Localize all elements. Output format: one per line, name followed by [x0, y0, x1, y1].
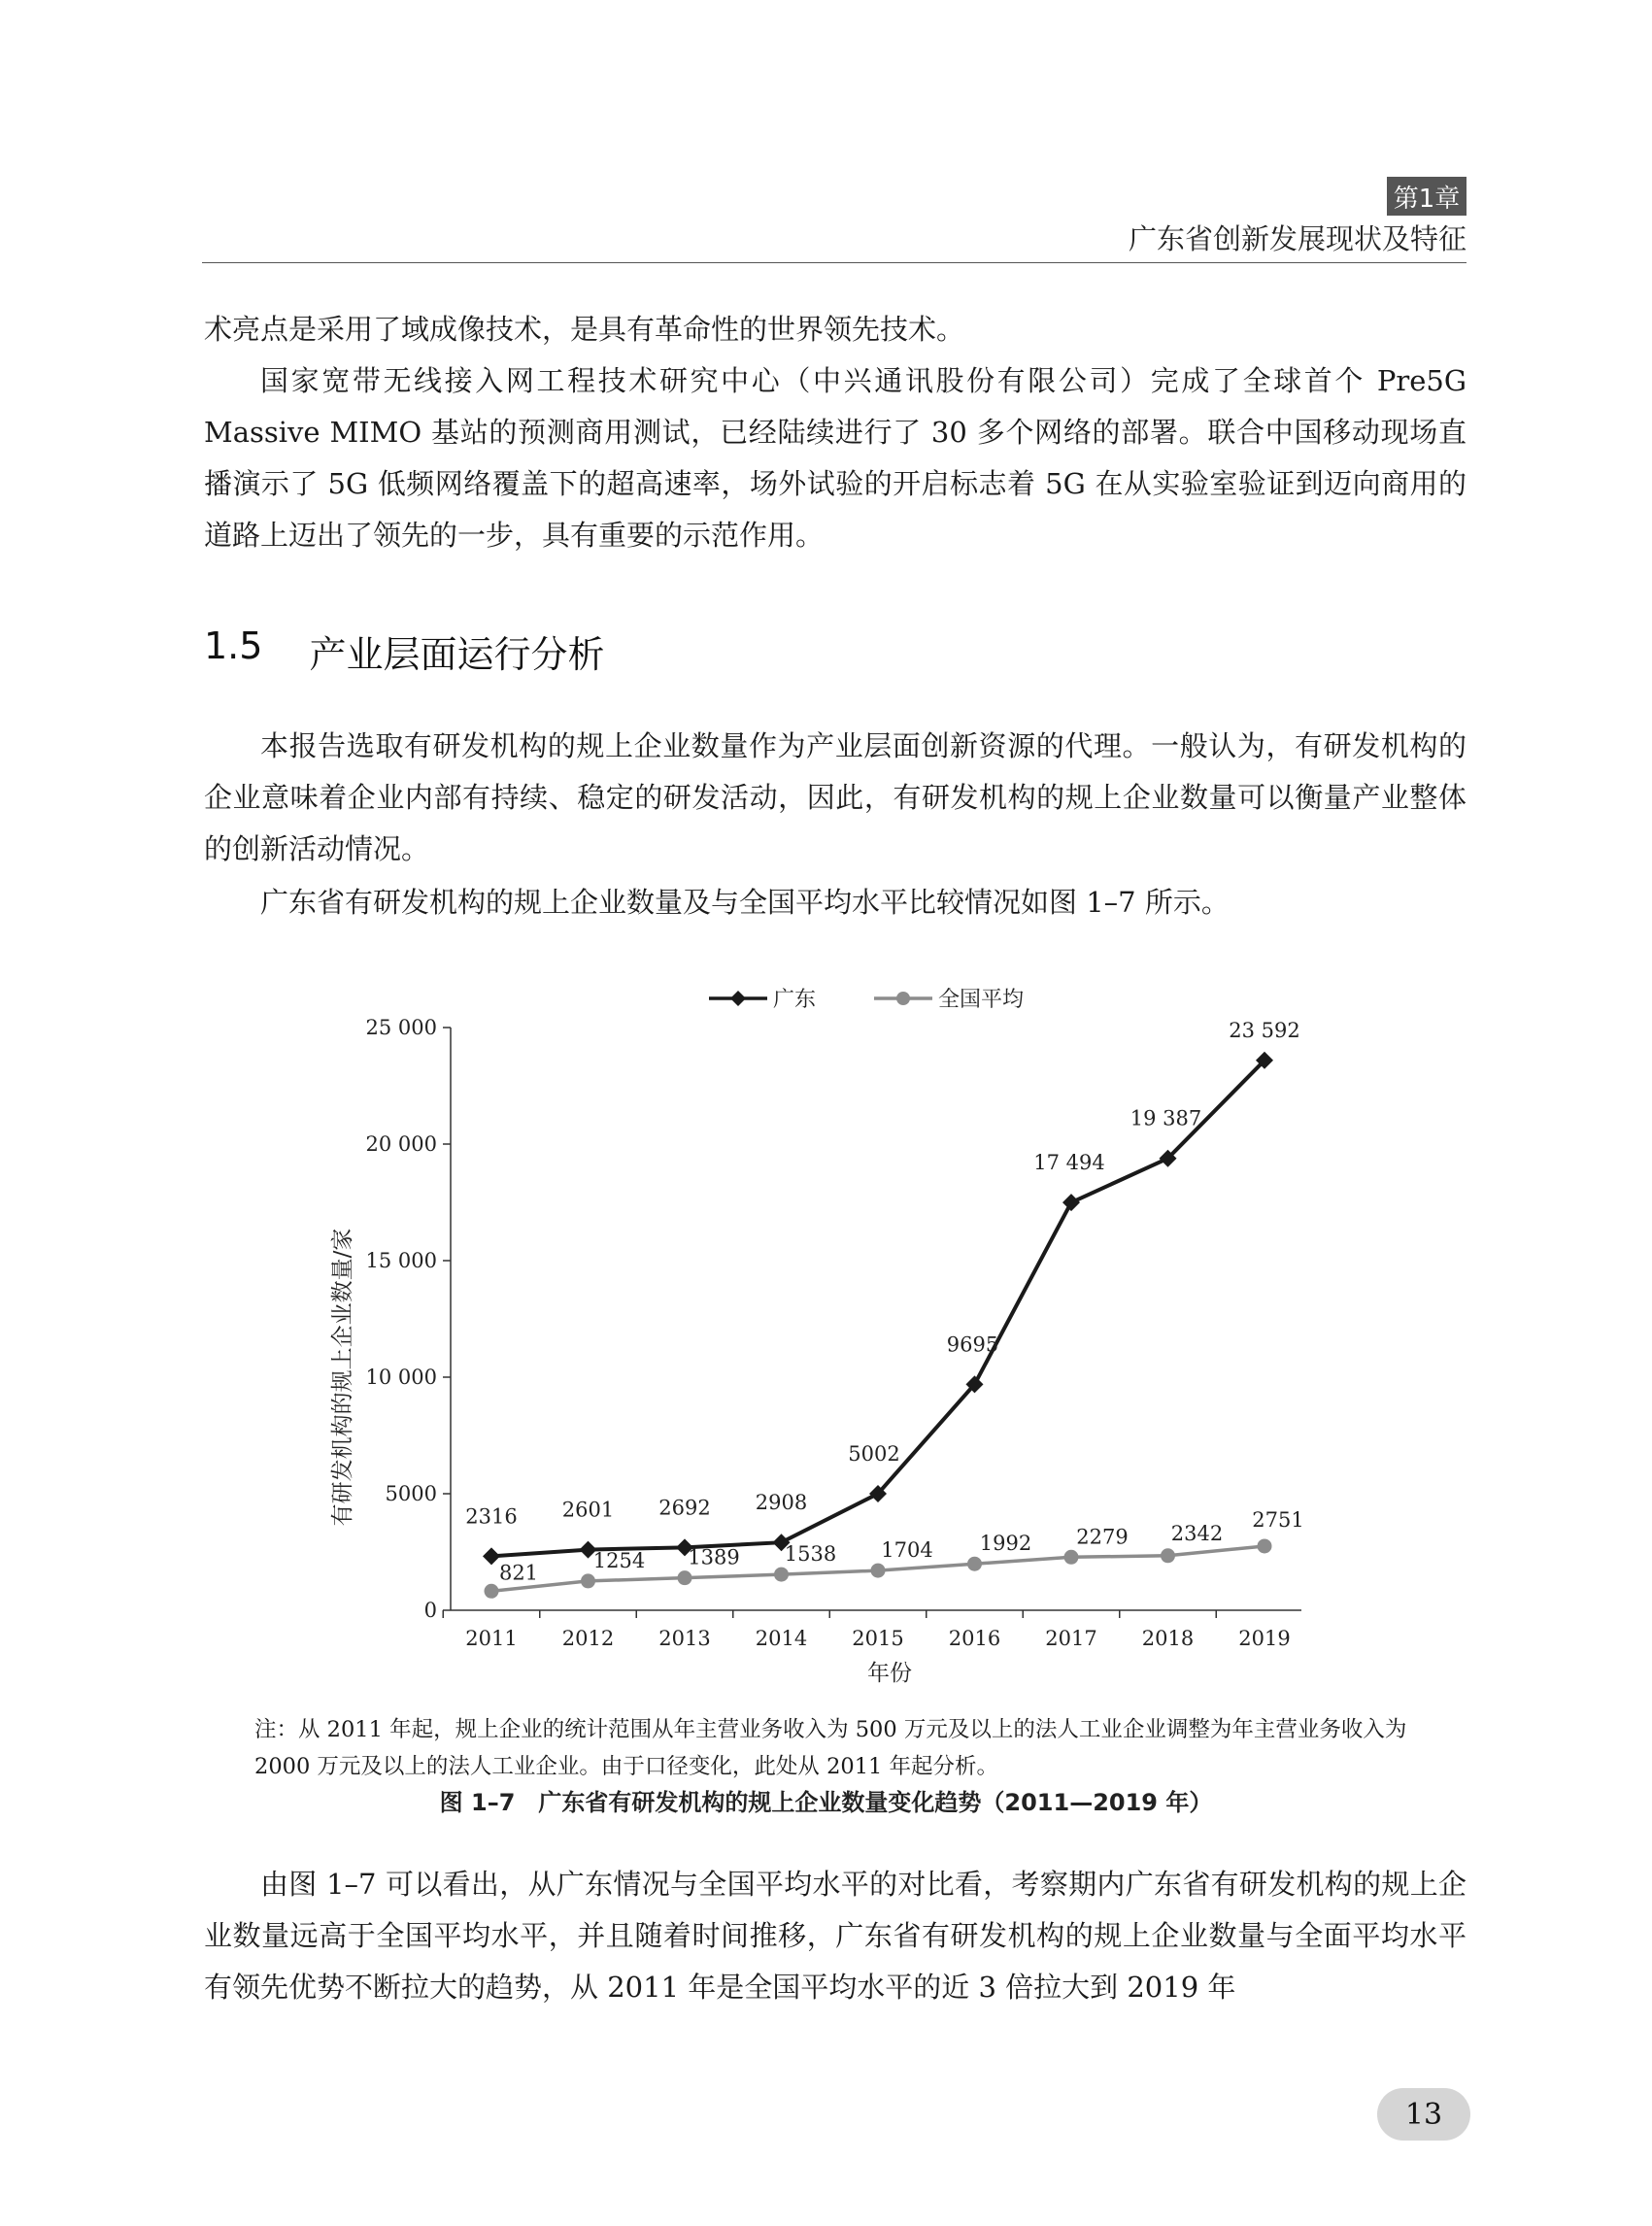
data-label: 1992 — [979, 1532, 1032, 1556]
data-point-national-average — [1258, 1538, 1272, 1553]
x-tick-label: 2013 — [658, 1627, 711, 1650]
legend-label: 广东 — [773, 988, 817, 1012]
data-label: 821 — [498, 1561, 539, 1585]
y-tick-label: 5000 — [385, 1482, 437, 1505]
data-label: 2751 — [1252, 1507, 1304, 1532]
paragraph-mid-2: 广东省有研发机构的规上企业数量及与全国平均水平比较情况如图 1–7 所示。 — [260, 886, 1230, 919]
data-label: 2316 — [465, 1504, 518, 1529]
y-tick-label: 25 000 — [365, 1016, 437, 1039]
data-label: 1538 — [784, 1542, 837, 1567]
section-number: 1.5 — [204, 624, 263, 667]
data-point-national-average — [678, 1570, 692, 1585]
legend-marker — [730, 991, 746, 1006]
data-point-national-average — [1064, 1550, 1079, 1565]
data-point-national-average — [871, 1564, 886, 1578]
data-point-national-average — [581, 1573, 595, 1588]
data-point-national-average — [1161, 1548, 1175, 1563]
line-chart-svg — [311, 981, 1340, 1700]
data-point-guangdong — [483, 1547, 500, 1565]
data-label: 2692 — [658, 1496, 711, 1520]
data-point-guangdong — [1062, 1194, 1080, 1211]
x-tick-label: 2011 — [465, 1627, 518, 1650]
y-axis-label: 有研发机构的规上企业数量/家 — [330, 1228, 355, 1527]
data-label: 1254 — [592, 1548, 646, 1572]
x-tick-label: 2012 — [561, 1627, 615, 1650]
figure-note: 注：从 2011 年起，规上企业的统计范围从年主营业务收入为 500 万元及以上的法人工业企业调整为年主营业务收入为 2000 万元及以上的法人工业企业。由于口径变化，此处从 2011 年起分析。 — [254, 1717, 1407, 1779]
x-tick-label: 2016 — [948, 1627, 1001, 1650]
data-point-national-average — [774, 1568, 789, 1582]
figure-caption: 图 1–7 广东省有研发机构的规上企业数量变化趋势（2011—2019 年） — [439, 1789, 1213, 1816]
data-point-national-average — [967, 1557, 982, 1571]
y-tick-label: 15 000 — [365, 1249, 437, 1272]
y-tick-label: 0 — [423, 1599, 437, 1622]
paragraph-top-2: 国家宽带无线接入网工程技术研究中心（中兴通讯股份有限公司）完成了全球首个 Pre5G Massive MIMO 基站的预测商用测试，已经陆续进行了 30 多个网络的部署。联合中国移动现场直播演示了 5G 低频网络覆盖下的超高速率，场外试验的开启标志着 5G 在从实验室验证到迈向商用的道路上迈出了领先的一步，具有重要的示范作用。 — [204, 364, 1467, 552]
series-line-guangdong — [491, 1061, 1264, 1557]
data-label: 2279 — [1076, 1525, 1129, 1549]
legend-marker — [896, 992, 910, 1005]
line-chart — [311, 981, 1340, 1700]
section-heading — [204, 624, 604, 678]
data-label: 2908 — [755, 1491, 808, 1515]
x-tick-label: 2017 — [1045, 1627, 1097, 1650]
y-tick-label: 10 000 — [365, 1366, 437, 1389]
paragraph-bottom-1: 由图 1–7 可以看出，从广东情况与全国平均水平的对比看，考察期内广东省有研发机构的规上企业数量远高于全国平均水平，并且随着时间推移，广东省有研发机构的规上企业数量与全面平均水平有领先优势不断拉大的趋势，从 2011 年是全国平均水平的近 3 倍拉大到 2019 年 — [204, 1868, 1467, 2004]
x-tick-label: 2019 — [1238, 1627, 1291, 1650]
y-tick-label: 20 000 — [365, 1132, 437, 1156]
data-label: 5002 — [848, 1441, 900, 1466]
data-label: 1389 — [688, 1545, 740, 1569]
data-label: 23 592 — [1229, 1018, 1300, 1042]
data-label: 2342 — [1170, 1521, 1224, 1545]
header-divider — [202, 262, 1467, 263]
x-tick-label: 2018 — [1141, 1627, 1195, 1650]
page-number: 13 — [1377, 2088, 1470, 2141]
paragraph-mid-1: 本报告选取有研发机构的规上企业数量作为产业层面创新资源的代理。一般认为，有研发机构的企业意味着企业内部有持续、稳定的研发活动，因此，有研发机构的规上企业数量可以衡量产业整体的创新活动情况。 — [204, 729, 1467, 865]
data-point-national-average — [485, 1584, 499, 1599]
paragraph-top-1: 术亮点是采用了域成像技术，是具有革命性的世界领先技术。 — [204, 313, 965, 346]
data-label: 19 387 — [1129, 1106, 1202, 1130]
legend-label: 全国平均 — [938, 988, 1025, 1012]
section-title: 产业层面运行分析 — [309, 633, 605, 676]
x-axis-label: 年份 — [867, 1661, 912, 1686]
data-label: 9695 — [946, 1332, 999, 1357]
data-label: 2601 — [561, 1498, 615, 1522]
chapter-title: 广东省创新发展现状及特征 — [1128, 222, 1467, 255]
data-label: 1704 — [881, 1538, 933, 1563]
data-label: 17 494 — [1033, 1151, 1105, 1175]
x-tick-label: 2015 — [852, 1627, 904, 1650]
chapter-label: 第1章 — [1387, 177, 1467, 216]
x-tick-label: 2014 — [755, 1627, 808, 1650]
